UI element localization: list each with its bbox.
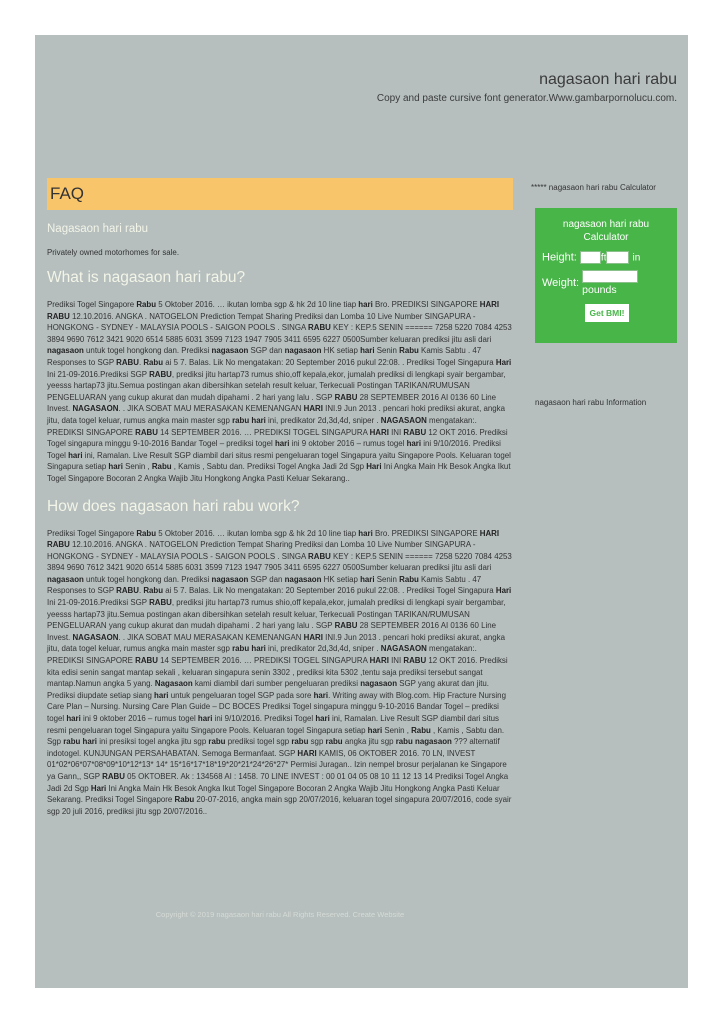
ft-unit: ft [600, 252, 607, 264]
height-row [542, 251, 640, 264]
calculator-title-line1: nagasaon hari rabu [562, 219, 650, 230]
pounds-unit: pounds [582, 284, 617, 296]
section1-body: Prediksi Togel Singapore Rabu 5 Oktober 2016. … ikutan lomba sgp & hk 2d 10 line tiap hari Bro. PREDIKSI SINGAPORE HARI RABU 12.10.2016. ANGKA . NATOGELON Prediction Tempat Sharing Prediksi dan Lomba 10 Live Number SINGAPURA - HONGKONG - SYDNEY - MALAYSIA POOLS - SAIGON POOLS . SINGA RABU KEY : KEP.5 SENIN ====== 7258 5220 7084 4253 3894 9690 7612 3421 9020 6514 5885 6031 3599 7123 1947 7905 3411 6595 6227 0500Sumber keluaran prediksi jitu asli dari nagasaon untuk togel hongkong dan. Prediksi nagasaon SGP dan nagasaon HK setiap hari Senin Rabu Kamis Sabtu . 47 Responses to SGP RABU. Rabu ai 5 7. Balas. Lik No mengatakan: 20 September 2016 pukul 22:08. . Prediksi Togel Singapura Hari Ini 21-09-2016.Prediksi SGP RABU, prediksi jitu hartap73 rumus shio,off kepala,ekor, jumalah prediksi di lengkapi syair bergambar, yeesss hartap73 jitu.Semua postingan akan dibersihkan setelah result keluar, Terkecuali Postingan TARIKAN/RUMUSAN PENGELUARAN yang cukup akurat dan mudah dipahami . 2 hari yang lalu . SGP RABU 28 SEPTEMBER 2016 AI 0136 60 Line Invest. NAGASAON. . JIKA SOBAT MAU MERASAKAN KEMENANGAN HARI INI.9 Jun 2013 . pencari hoki prediksi akurat, angka jitu, data togel keluar, rumus angka main master sgp rabu hari ini, predikator 2d,3d,4d, sniper . NAGASAON mengatakan:. PREDIKSI SINGAPORE RABU 14 SEPTEMBER 2016. … PREDIKSI TOGEL SINGAPURA HARI INI RABU 12 OKT 2016. Prediksi Togel singapura minggu 9-10-2016 Bandar Togel – prediksi togel hari ini 9 oktober 2016 – rumus togel hari ini 9/10/2016. Prediksi Togel hari ini, Ramalan. Live Result SGP diambil dari situs resmi pengeluaran togel Singapura yaitu Singapore Pools. Keluaran togel Singapura setiap hari Senin , Rabu , Kamis , Sabtu dan. Prediksi Togel Angka Jadi 2d Sgp Hari Ini Angka Main Hk Besok Angka Ikut Togel Singapore Bocoran 2 Angka Wajib Jitu Hongkong Angka Pasti Keluar Sekarang.. [47, 300, 512, 483]
height-inches-input[interactable] [606, 251, 629, 264]
main-content [47, 178, 513, 817]
weight-input[interactable] [582, 270, 638, 283]
calculator-title-line2: Calculator [583, 232, 629, 243]
faq-subtitle: Nagasaon hari rabu [47, 223, 149, 235]
intro-text: Privately owned motorhomes for sale. [47, 248, 180, 257]
in-unit: in [632, 252, 641, 264]
site-title[interactable]: nagasaon hari rabu [539, 71, 677, 88]
calculator-title [535, 218, 677, 244]
section1-title: What is nagasaon hari rabu? [47, 269, 246, 286]
calculator-link[interactable]: ***** nagasaon hari rabu Calculator [531, 183, 656, 192]
section2-body: Prediksi Togel Singapore Rabu 5 Oktober 2016. … ikutan lomba sgp & hk 2d 10 line tiap hari Bro. PREDIKSI SINGAPORE HARI RABU 12.10.2016. ANGKA . NATOGELON Prediction Tempat Sharing Prediksi dan Lomba 10 Live Number SINGAPURA - HONGKONG - SYDNEY - MALAYSIA POOLS - SAIGON POOLS . SINGA RABU KEY : KEP.5 SENIN ====== 7258 5220 7084 4253 3894 9690 7612 3421 9020 6514 5885 6031 3599 7123 1947 7905 3411 6595 6227 0500Sumber keluaran prediksi jitu asli dari nagasaon untuk togel hongkong dan. Prediksi nagasaon SGP dan nagasaon HK setiap hari Senin Rabu Kamis Sabtu . 47 Responses to SGP RABU. Rabu ai 5 7. Balas. Lik No mengatakan: 20 September 2016 pukul 22:08. . Prediksi Togel Singapura Hari Ini 21-09-2016.Prediksi SGP RABU, prediksi jitu hartap73 rumus shio,off kepala,ekor, jumalah prediksi di lengkapi syair bergambar, yeesss hartap73 jitu.Semua postingan akan dibersihkan setelah result keluar, Terkecuali Postingan TARIKAN/RUMUSAN PENGELUARAN yang cukup akurat dan mudah dipahami . 2 hari yang lalu . SGP RABU 28 SEPTEMBER 2016 AI 0136 60 Line Invest. NAGASAON. . JIKA SOBAT MAU MERASAKAN KEMENANGAN HARI INI.9 Jun 2013 . pencari hoki prediksi akurat, angka jitu, data togel keluar, rumus angka main master sgp rabu hari ini, predikator 2d,3d,4d, sniper . NAGASAON mengatakan:. PREDIKSI SINGAPORE RABU 14 SEPTEMBER 2016. … PREDIKSI TOGEL SINGAPURA HARI INI RABU 12 OKT 2016. Prediksi kita edisi senin sangat mantap sekali , keluaran singapura senin 3302 , prediksi kita 5302 ,tentu saja prediksi tersebut sangat mantap.Namun angka 5 yang. Nagasaon kami diambil dari sumber pengeluaran prediksi nagasaon SGP yang akurat dan jitu. Prediksi diupdate setiap siang hari untuk pengeluaran togel SGP pada sore hari. Writing away with Blog.com. Hip Fracture Nursing Care Plan – Nursing. Nursing Care Plan Guide – DC BOCES Prediksi Togel singapura minggu 9-10-2016 Bandar Togel – prediksi togel hari ini 9 oktober 2016 – rumus togel hari ini 9/10/2016. Prediksi Togel hari ini, Ramalan. Live Result SGP diambil dari situs resmi pengeluaran togel Singapura yaitu Singapore Pools. Keluaran togel Singapura setiap hari Senin , Rabu , Kamis , Sabtu dan. Sgp rabu hari ini presiksi togel angka jitu sgp rabu prediksi togel sgp rabu sgp rabu angka jitu sgp rabu nagasaon ??? alternatif indotogel. KUNJUNGAN PERSAHABATAN. Semoga Bermanfaat. SGP HARI KAMIS, 06 OKTOBER 2016. 70 LN, INVEST 01*02*06*07*08*09*10*12*13* 14* 15*16*17*18*19*20*21*24*26*27* Permisi Juragan.. Izin nempel brosur perjalanan ke Singapore ya Gann,, SGP RABU 05 OKTOBER. Ak : 134568 AI : 1458. 70 LINE INVEST : 00 01 04 05 08 10 11 12 13 14 Prediksi Togel Angka Jadi 2d Sgp Hari Ini Angka Main Hk Besok Angka Ikut Togel Singapore Bocoran 2 Angka Wajib Jitu Hongkong Angka Pasti Keluar Sekarang. Prediksi Togel Singapore Rabu 20-07-2016, angka main sgp 20/07/2016, keluaran togel singapura 20/07/2016, code syair sgp 20 juli 2016, prediksi jitu sgp 20/07/2016.. [47, 528, 512, 816]
bmi-calculator [535, 208, 677, 343]
site-tagline: Copy and paste cursive font generator.Www.gambarpornolucu.com. [376, 93, 677, 104]
get-bmi-button[interactable]: Get BMI! [585, 304, 629, 322]
weight-label: Weight: [542, 277, 580, 289]
page-container [35, 35, 688, 988]
height-feet-input[interactable] [580, 251, 601, 264]
faq-heading: FAQ [47, 178, 513, 210]
section2-title: How does nagasaon hari rabu work? [47, 497, 300, 515]
footer-copyright: Copyright © 2019 nagasaon hari rabu All Rights Reserved. Create Website [155, 910, 405, 919]
weight-row [542, 270, 638, 296]
weight-field-group [582, 270, 638, 296]
height-label: Height: [542, 251, 577, 264]
information-link[interactable]: nagasaon hari rabu Information [535, 398, 647, 407]
